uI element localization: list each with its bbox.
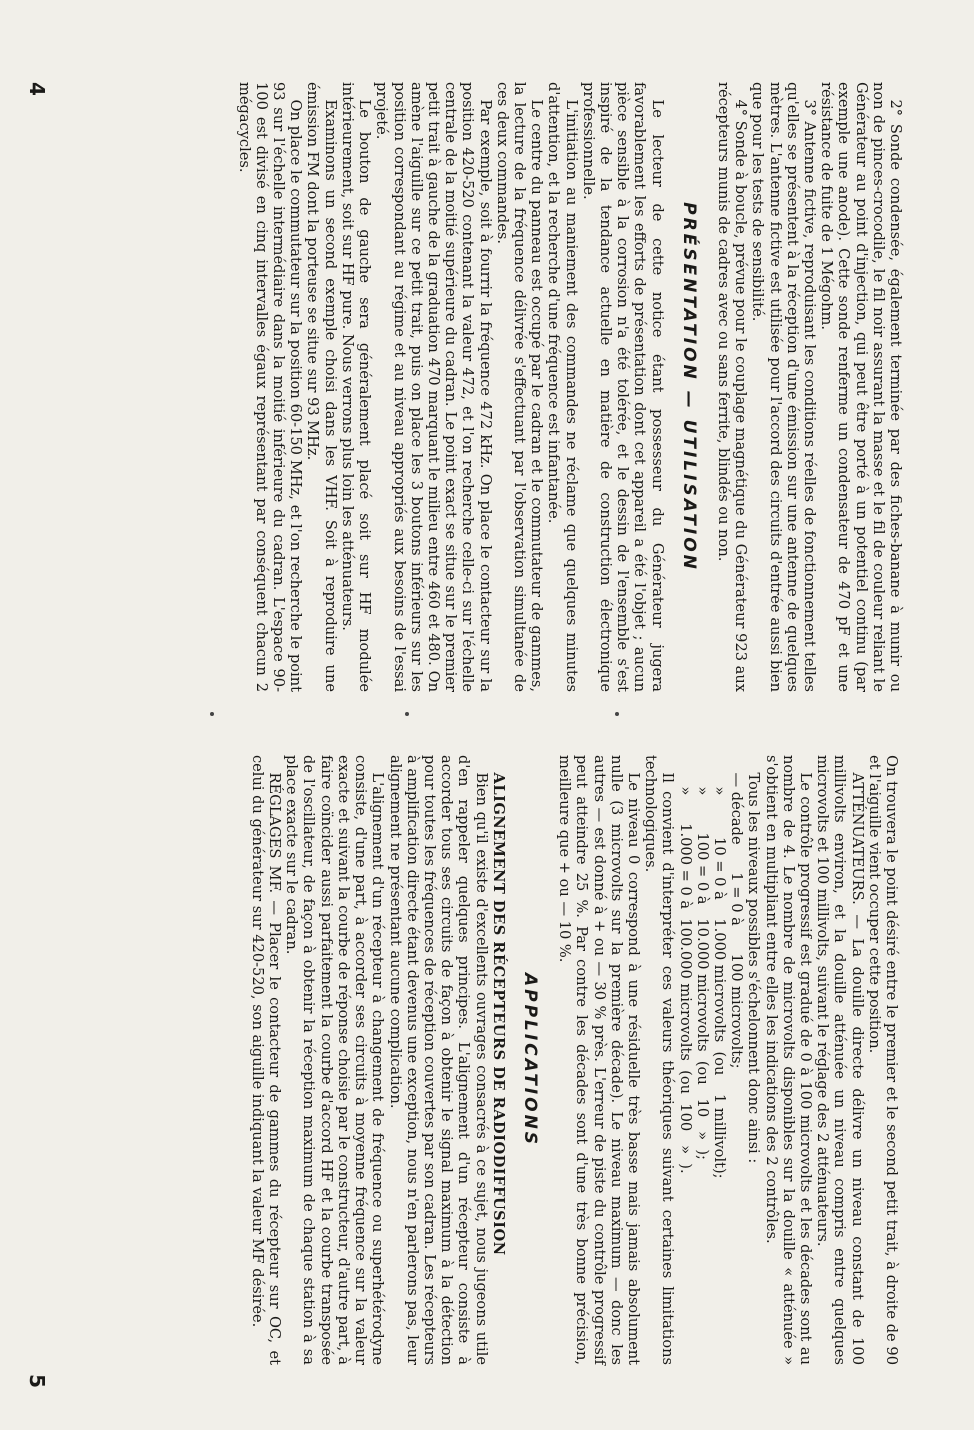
paragraph: Examinons un second exemple choisi dans les VHF. Soit à reproduire une émission FM dont la porteuse se situe sur 93 MHz. [304,82,339,692]
list-item: » 1.000 = 0 à 100.000 microvolts (ou 100 » ). [676,772,694,1174]
page-number: 4 [25,82,49,96]
paragraph: Le lecteur de cette notice étant possesseur du Générateur jugera favorablement les efforts de présentation dont cet appareil a été l'objet ; aucun pièce sensible à la corrosion n'a été tolérée, et le dessin de l'ensemble s'est inspiré de la tendance actuelle en matière de construction électronique professionnelle. [579,82,666,692]
paragraph: Le bouton de gauche sera généralement placé soit sur HF modulée intérieurement, soit sur HF pure. Nous verrons plus loin les atténuateurs. [338,82,374,692]
scan-speck [210,712,214,716]
paragraph: Le contrôle progressif est gradué de 0 à 100 microvolts et les décades sont au nombre de 4. Le nombre de microvolts disponibles sur la douille « atténuée » s'obtient en multipliant entre elles les indications des 2 contrôles. [762,755,814,1365]
attenuator-decade-list [676,755,745,1365]
paragraph: Le centre du panneau est occupé par le cadran et le commutateur de gammes, la lecture de la fréquence délivrée s'effectuant par l'observation simultanée de ces deux commandes. [493,82,546,692]
page-5-text-column [249,755,900,1365]
paragraph: ATTÉNUATEURS. — La douille directe délivre un niveau constant de 100 millivolts environ, et la douille atténuée un niveau compris entre quelques microvolts et 100 millivolts, suivant le réglage des 2 atténuateurs. [814,755,866,1365]
paragraph: L'initiation au maniement des commandes ne réclame que quelques minutes d'attention, et la recherche d'une fréquence est infantanée. [545,82,580,692]
paragraph: Tous les niveaux possibles s'échelonnent donc ainsi : [745,772,763,1164]
page-5 [0,715,974,1430]
page-4-text-column [235,82,904,692]
paragraph: Le niveau 0 correspond à une résiduelle très basse mais jamais absolument nulle (3 microvolts sur la première décade). Le niveau maximum — donc les autres — est donné à + ou — 30 % près. L'erreur de piste du contrôle progressif peut atteindre 25 %. Par contre les décades sont d'une très bonne précision, meilleure que + ou — 10 %. [556,755,642,1365]
paragraph: Par exemple, soit à fourrir la fréquence 472 kHz. On place le contacteur sur la position 420-520 contenant la valeur 472, et l'on recherche celle-ci sur l'échelle centrale de la moitié supérieure du cadran. Le point exact se situe sur le premier petit trait à gauche de la graduation 470 marquant le milieu entre 460 et 480. On amène l'aiguille sur ce petit trait, puis on place les 3 boutons inférieurs sur les position correspondant au régime et au niveau appropriés aux besoins de l'essai projeté. [373,82,494,692]
page-number: 5 [25,1374,49,1388]
subheading-alignement: ALIGNEMENT DES RÉCEPTEURS DE RADIODIFFUSION [489,772,507,1256]
list-item: — décade 1 = 0 à 100 microvolts; [728,772,746,1069]
paragraph: 4° Sonde à boucle, prévue pour le couplage magnétique du Générateur 923 aux récepteurs munis de cadres avec ou sans ferrite, blindés ou non. [714,82,750,692]
list-item: » 10 = 0 à 1.000 microvolts (ou 1 millivolt); [710,772,728,1179]
paragraph: Bien qu'il existe d'excellents ouvrages consacrés à ce sujet, nous jugeons utile d'en rappeler quelques principes. L'alignement d'un récepteur consiste à accorder tous ses circuits de façon à obtenir le signal maximum à la détection pour toutes les fréquences de réception couvertes par son cadran. Les récepteurs à amplification directe étant devenus une exception, nous n'en parlerons pas, leur alignement ne présentant aucune complication. [386,755,490,1365]
paragraph: On place le commutateur sur la position 60-150 MHz, et l'on recherche le point 93 sur l'échelle intermédiaire dans la moitié inférieure du cadran. L'espace 90-100 est divisé en cinq intervalles égaux représentant par conséquent chacun 2 mégacycles. [235,82,305,692]
paragraph: Il convient d'interpréter ces valeurs théoriques suivant certaines limitations technologiques. [642,755,677,1365]
section-heading-presentation: PRÉSENTATION — UTILISATION [678,202,699,572]
section-heading-applications: APPLICATIONS [519,972,540,1148]
paragraph: RÉGLAGES MF. — Placer le contacteur de gammes du récepteur sur OC, et celui du générateur sur 420-520, son aiguille indiquant la valeur MF désirée. [248,755,284,1365]
paragraph: 3° Antenne fictive, reproduisant les conditions réelles de fonctionnement telles qu'elles se présentent à la réception d'une émission sur une antenne de quelques mètres. L'antenne fictive est utilisée pour l'accord des circuits d'entrée aussi bien que pour les tests de sensibilité. [749,82,818,692]
paragraph: L'alignement d'un récepteur à changement de fréquence ou superhétérodyne consiste, d'une part, à accorder ses circuits à moyenne fréquence sur la valeur exacte et suivant la courbe de réponse choisie par le constructeur, d'autre part, à faire coïncider aussi parfaitement la courbe d'accord HF et la courbe transposée de l'oscillateur, de façon à obtenir la réception maximum de chaque station à sa place exacte sur le cadran. [283,755,387,1365]
list-item: » 100 = 0 à 10.000 microvolts (ou 10 » ); [693,772,711,1160]
paragraph: On trouvera le point désiré entre le premier et le second petit trait, à droite de 90 et l'aiguille vient occuper cette position. [865,755,900,1365]
paragraph: 2° Sonde condensée, également terminée par des fiches-banane à munir ou non de pinces-crocodile, le fil noir assurant la masse et le fil de couleur reliant le Générateur au point d'injection, qui peut être porté à un potentiel continu (par exemple une anode). Cette sonde renferme un condensateur de 470 pF et une résistance de fuite de 1 Mégohm. [818,82,904,692]
scan-speck [405,712,409,716]
scan-speck [615,712,619,716]
